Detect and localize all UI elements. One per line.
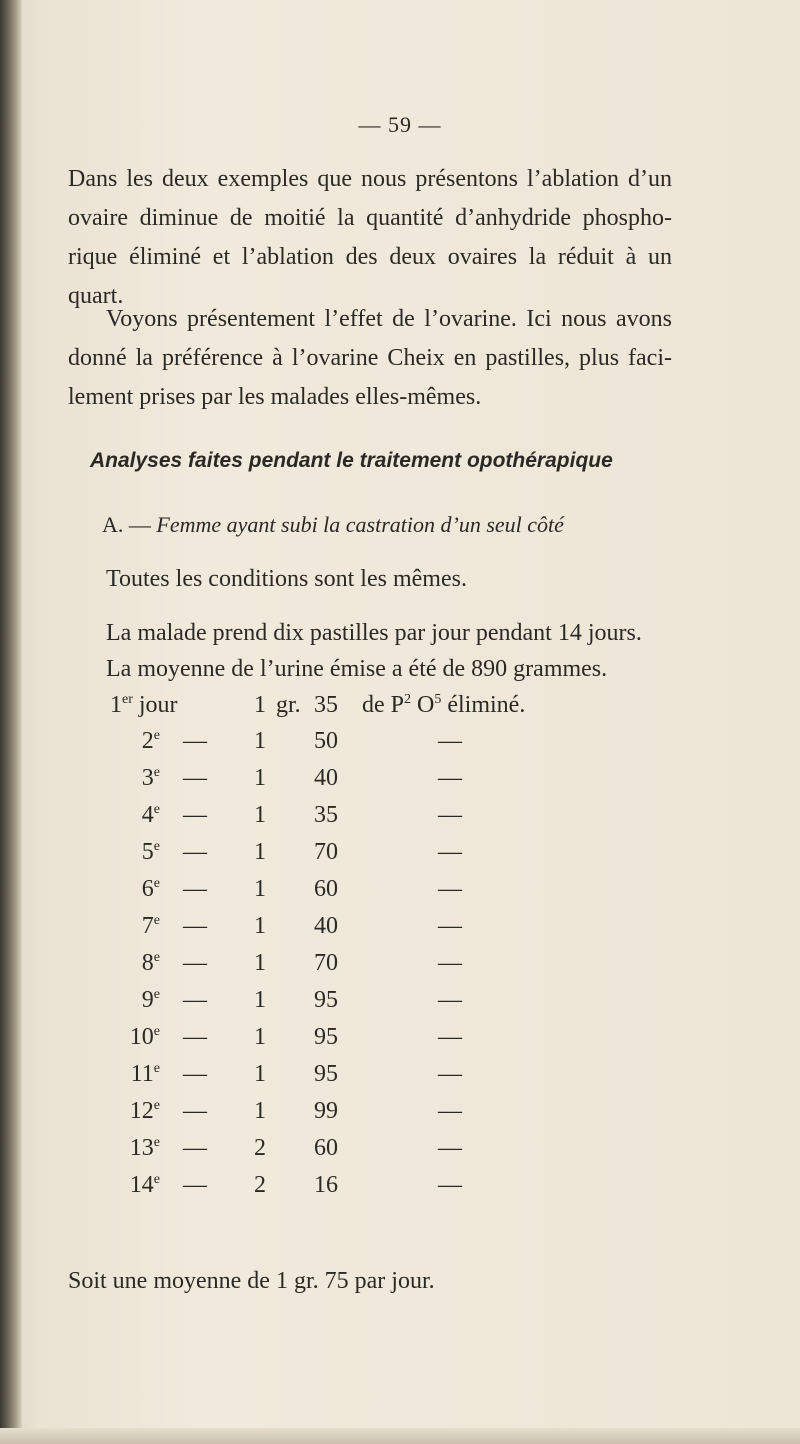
centigrams-value: 50 xyxy=(314,728,338,754)
day-num: 3 xyxy=(141,765,154,791)
ditto-dash: — xyxy=(183,1024,207,1050)
case-label: A. — xyxy=(102,512,157,537)
day-number xyxy=(110,1135,160,1162)
day-num: 11 xyxy=(130,1061,154,1087)
case-subheading xyxy=(102,512,702,538)
day-ordinal-suffix: e xyxy=(153,802,160,817)
ditto-mark: — xyxy=(438,1135,462,1161)
book-binding-edge xyxy=(0,0,22,1444)
ditto-dash: — xyxy=(183,913,207,939)
centigrams-value: 60 xyxy=(314,876,338,902)
ditto-dash: — xyxy=(183,1172,207,1198)
substance-prefix: de P xyxy=(362,692,404,718)
centigrams-value: 99 xyxy=(314,1098,338,1124)
paragraph-line: quart. xyxy=(68,283,124,309)
table-row-first-day xyxy=(110,692,178,719)
day-number xyxy=(110,1172,160,1199)
ditto-mark: — xyxy=(438,839,462,865)
ditto-mark: — xyxy=(438,765,462,791)
day-ordinal-suffix: e xyxy=(153,987,160,1002)
day-num: 8 xyxy=(141,950,154,976)
centigrams-value: 60 xyxy=(314,1135,338,1161)
day-number xyxy=(110,1024,160,1051)
paragraph-line: donné la préférence à l’ovarine Cheix en pastilles, plus faci- xyxy=(68,345,672,371)
ditto-dash: — xyxy=(183,728,207,754)
urine-average-line: La moyenne de l’urine émise a été de 890 grammes. xyxy=(106,656,608,682)
page-number: — 59 — xyxy=(358,112,442,137)
ditto-mark: — xyxy=(438,950,462,976)
centigrams-value: 40 xyxy=(314,913,338,939)
grams-value: 1 xyxy=(254,1061,266,1087)
day-num: 14 xyxy=(129,1172,154,1198)
ditto-mark: — xyxy=(438,1098,462,1124)
day-num: 4 xyxy=(141,802,154,828)
day-number xyxy=(110,987,160,1014)
average-summary: Soit une moyenne de 1 gr. 75 par jour. xyxy=(68,1268,435,1294)
ditto-mark: — xyxy=(438,802,462,828)
paragraph-line: Voyons présentement l’effet de l’ovarine. Ici nous avons xyxy=(106,306,672,332)
grams-value: 1 xyxy=(254,802,266,828)
paragraph-ovarine xyxy=(68,300,672,417)
grams-value: 1 xyxy=(254,1024,266,1050)
page-bottom-edge xyxy=(0,1428,800,1444)
day-ordinal-suffix: e xyxy=(153,1172,160,1187)
paragraph-line: rique éliminé et l’ablation des deux ovaires la réduit à un xyxy=(68,244,672,270)
day-number xyxy=(110,913,160,940)
centigrams-value: 35 xyxy=(314,692,338,718)
day-num: 12 xyxy=(129,1098,154,1124)
ditto-dash: — xyxy=(183,1061,207,1087)
substance-mid: O xyxy=(411,692,435,718)
ditto-dash: — xyxy=(183,987,207,1013)
paragraph-line: ovaire diminue de moitié la quantité d’anhydride phospho- xyxy=(68,205,672,231)
day-ordinal-suffix: e xyxy=(153,913,160,928)
eliminated-label: éliminé. xyxy=(447,692,526,718)
ditto-mark: — xyxy=(438,728,462,754)
grams-value: 1 xyxy=(254,765,266,791)
grams-value: 2 xyxy=(254,1135,266,1161)
ditto-mark: — xyxy=(438,1024,462,1050)
centigrams-value: 95 xyxy=(314,1061,338,1087)
day-number xyxy=(110,765,160,792)
day-ordinal-suffix: e xyxy=(153,728,160,743)
centigrams-value: 40 xyxy=(314,765,338,791)
day-num: 2 xyxy=(141,728,154,754)
ditto-dash: — xyxy=(183,839,207,865)
centigrams-value: 95 xyxy=(314,1024,338,1050)
day-ordinal-suffix: e xyxy=(153,1135,160,1150)
day-ordinal-suffix: e xyxy=(153,1061,160,1076)
ditto-dash: — xyxy=(183,802,207,828)
day-ordinal-suffix: e xyxy=(153,839,160,854)
day-number xyxy=(110,839,160,866)
day-ordinal-suffix: e xyxy=(153,765,160,780)
day-ordinal-suffix: e xyxy=(153,950,160,965)
pastilles-line: La malade prend dix pastilles par jour pendant 14 jours. xyxy=(106,620,642,646)
day-number xyxy=(110,950,160,977)
centigrams-value: 35 xyxy=(314,802,338,828)
ditto-dash: — xyxy=(183,1135,207,1161)
day-number xyxy=(110,1098,160,1125)
centigrams-value: 70 xyxy=(314,950,338,976)
day-num: 10 xyxy=(129,1024,154,1050)
centigrams-value: 95 xyxy=(314,987,338,1013)
ditto-mark: — xyxy=(438,987,462,1013)
day-number xyxy=(110,802,160,829)
day-num: 9 xyxy=(141,987,154,1013)
paragraph-line: Dans les deux exemples que nous présentons l’ablation d’un xyxy=(68,166,672,192)
grams-value: 1 xyxy=(254,913,266,939)
ditto-mark: — xyxy=(438,876,462,902)
ditto-dash: — xyxy=(183,1098,207,1124)
grams-value: 1 xyxy=(254,728,266,754)
grams-value: 1 xyxy=(254,876,266,902)
day-num: 5 xyxy=(141,839,154,865)
day-number xyxy=(110,1061,160,1088)
day-ordinal-suffix: er xyxy=(122,692,133,707)
grams-value: 1 xyxy=(254,987,266,1013)
ditto-mark: — xyxy=(438,913,462,939)
ditto-dash: — xyxy=(183,876,207,902)
grams-value: 2 xyxy=(254,1172,266,1198)
day-ordinal-suffix: e xyxy=(153,876,160,891)
substance-formula xyxy=(362,692,525,719)
paragraph-line: lement prises par les malades elles-mêmes. xyxy=(68,384,482,410)
grams-value: 1 xyxy=(254,692,266,718)
section-heading: Analyses faites pendant le traitement opothérapique xyxy=(90,449,613,472)
conditions-line: Toutes les conditions sont les mêmes. xyxy=(106,566,467,592)
ditto-mark: — xyxy=(438,1061,462,1087)
grams-value: 1 xyxy=(254,950,266,976)
ditto-dash: — xyxy=(183,950,207,976)
grams-value: 1 xyxy=(254,1098,266,1124)
day-number xyxy=(110,876,160,903)
day-num: 7 xyxy=(141,913,154,939)
grams-value: 1 xyxy=(254,839,266,865)
day-ordinal-suffix: e xyxy=(153,1098,160,1113)
day-word: jour xyxy=(138,692,178,718)
paragraph-ablation xyxy=(68,160,672,316)
day-num: 13 xyxy=(129,1135,154,1161)
day-num: 6 xyxy=(141,876,154,902)
ditto-mark: — xyxy=(438,1172,462,1198)
ditto-dash: — xyxy=(183,765,207,791)
centigrams-value: 70 xyxy=(314,839,338,865)
case-description: Femme ayant subi la castration d’un seul côté xyxy=(156,512,564,537)
day-number: 1 xyxy=(110,692,122,718)
formula-subscript: 5 xyxy=(434,692,442,707)
day-number xyxy=(110,728,160,755)
day-ordinal-suffix: e xyxy=(153,1024,160,1039)
unit-label: gr. xyxy=(276,692,301,718)
centigrams-value: 16 xyxy=(314,1172,338,1198)
formula-subscript: 2 xyxy=(404,692,411,707)
